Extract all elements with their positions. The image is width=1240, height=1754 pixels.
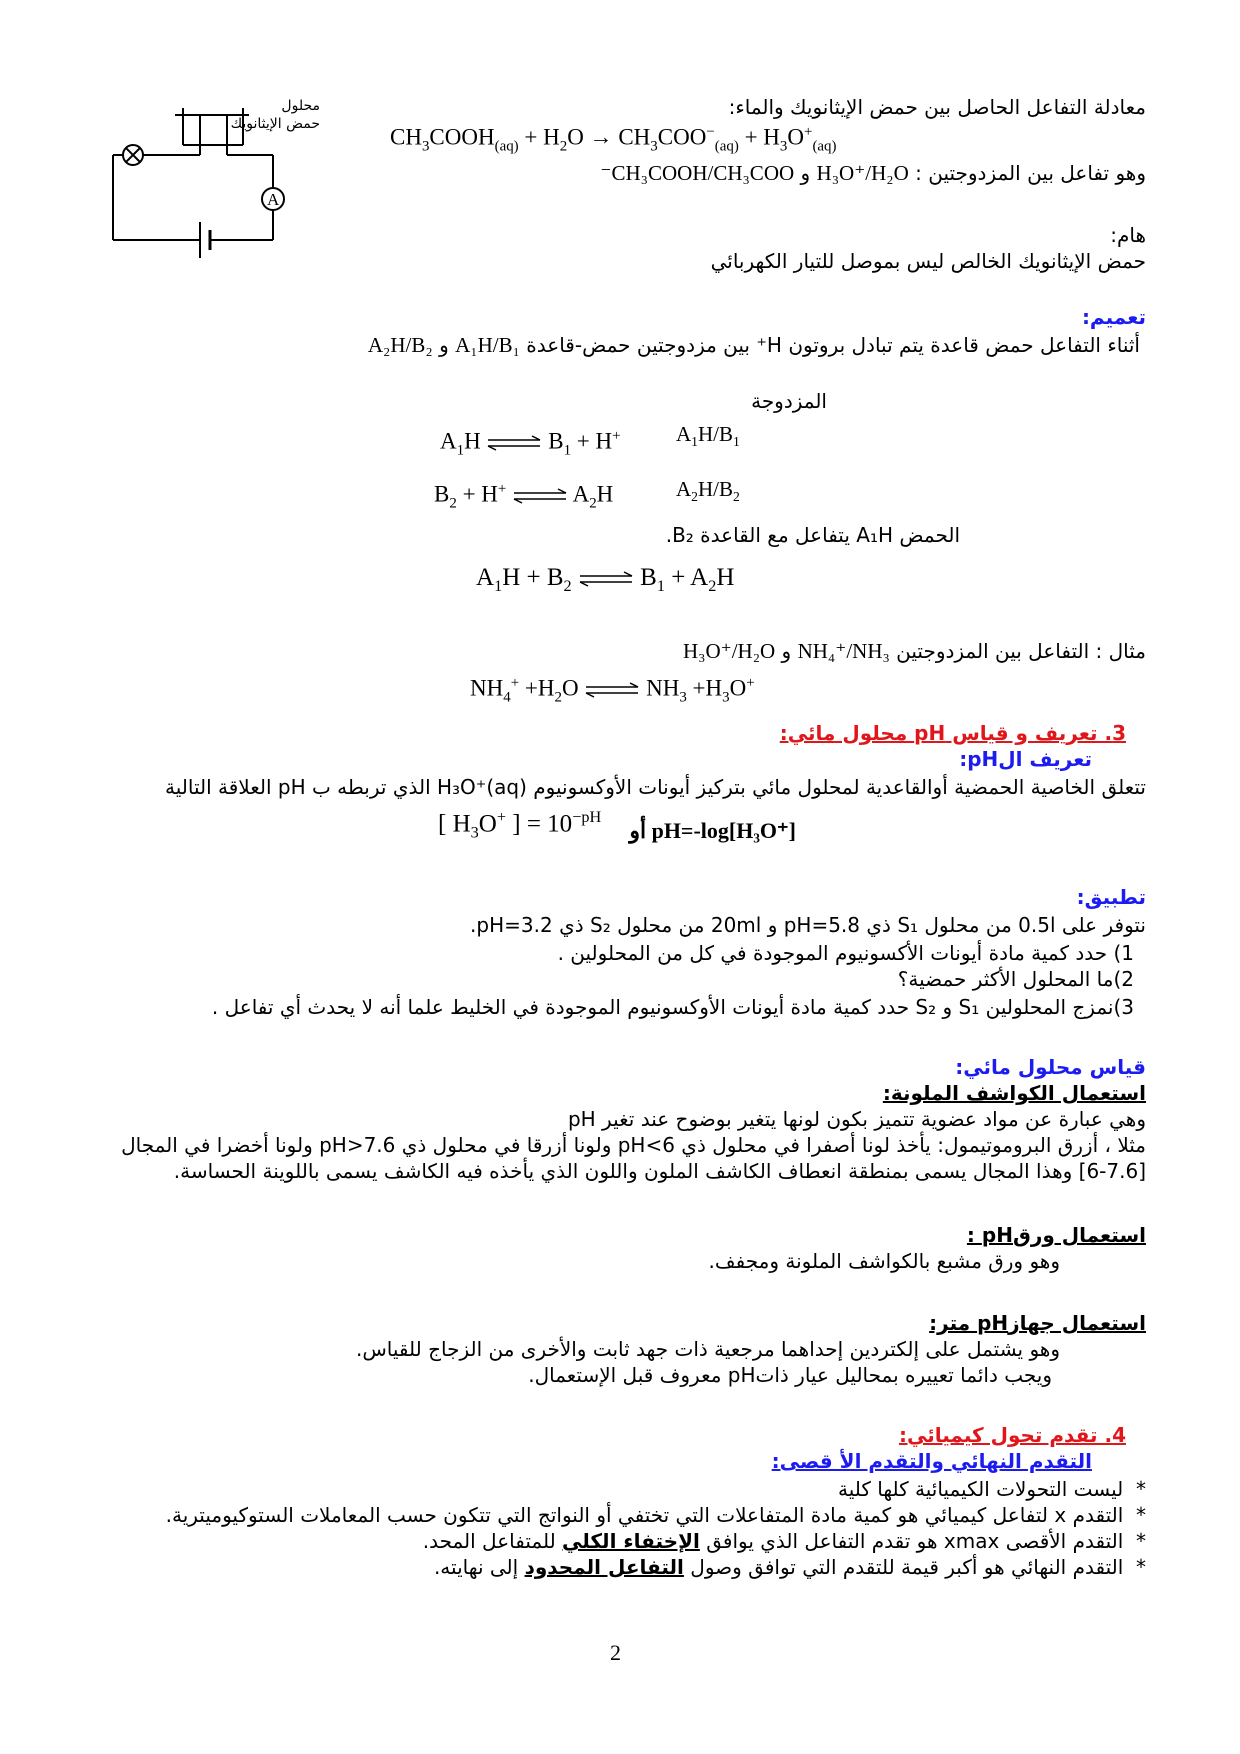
question-1: 1) حدد كمية مادة أيونات الأكسونيوم الموجودة في كل من المحلولين . (557, 941, 1134, 965)
equilibrium-arrow-icon (578, 571, 634, 587)
example-equation: $NH_4^+ +H_2O$ $NH_3 +H_3O^+$ (470, 675, 755, 706)
example-pair-1: NH₄⁺/NH₃ (797, 639, 890, 663)
bullet-mark: * (1136, 1555, 1146, 1579)
indicators-line-3: [6-7.6] وهذا المجال يسمى بمنطقة انعطاف الكاشف الملون واللون الذي يأخذه فيه الكاشف يسمى باللوينة الحساسة. (173, 1159, 1146, 1183)
question-3: 3)نمزج المحلولين S₁ و S₂ حدد كمية مادة أيونات الأوكسونيوم الموجودة في الخليط علما أنه لا يحدث أي تفاعل . (211, 995, 1134, 1019)
section3-title-text: تعريف و قياس pH محلول مائي: (779, 721, 1098, 745)
application-title: تطبيق: (1076, 885, 1146, 909)
example-text: مثال : التفاعل بين المزدوجتين (896, 639, 1146, 663)
bullet-mark: * (1136, 1529, 1146, 1553)
section3-number: 3. (1104, 721, 1126, 745)
section4-title-text: تقدم تحول كيميائي: (899, 1423, 1098, 1447)
note-title: هام: (1110, 223, 1146, 247)
generalization-text: أثناء التفاعل حمض قاعدة يتم تبادل بروتون H⁺ بين مزدوجتين حمض-قاعدة (526, 333, 1140, 357)
circuit-label-line1: محلول (281, 98, 320, 114)
global-equation: $A_1H + B_2$ $B_1 + A_2H$ (476, 564, 735, 595)
couple-b: H₃O⁺/H₂O (816, 161, 909, 185)
bullet-2 (166, 1502, 1146, 1528)
ph-def-title: تعريف الpH: (959, 747, 1092, 771)
ph-formula-alt (629, 818, 796, 844)
couples-text: وهو تفاعل بين المزدوجتين : (915, 161, 1146, 185)
example-pair-2: H₃O⁺/H₂O (682, 639, 776, 663)
indicators-title: استعمال الكواشف الملونة: (882, 1081, 1146, 1105)
question-2: 2)ما المحلول الأكثر حمضية؟ (897, 967, 1134, 991)
ph-meter-title: استعمال جهازpH متر: (929, 1311, 1146, 1335)
reaction-intro: معادلة التفاعل الحاصل بين حمض الإيثانويك والماء: (728, 95, 1146, 119)
couples-and: و (800, 161, 811, 185)
circuit-label (231, 97, 320, 133)
ph-paper-text: وهو ورق مشبع بالكواشف الملونة ومجفف. (708, 1249, 1060, 1273)
bullet-mark: * (1136, 1503, 1146, 1527)
circuit-label-line2: حمض الإيثانويك (230, 116, 320, 132)
bullet-4-pre: التقدم النهائي هو أكبر قيمة للتقدم التي توافق وصول (690, 1555, 1124, 1579)
section4-number: 4. (1104, 1423, 1126, 1447)
reaction-equation: $CH_3COOH_{(aq)} + H_2O \to CH_3COO^-_{(aq)} + H_3O^+_{(aq)}$ (390, 124, 837, 155)
couple-label-2: $A_2H/B_2$ (676, 477, 740, 505)
section4-subtitle: التقدم النهائي والتقدم الأ قصى: (771, 1449, 1092, 1473)
equilibrium-arrow-icon (584, 682, 640, 698)
ph-paper-title: استعمال ورقpH : (966, 1223, 1146, 1247)
pair-2: A₂H/B₂ (367, 333, 433, 357)
formula-or: أو (629, 818, 647, 843)
ph-meter-line-2: ويجب دائما تعييره بمحاليل عيار ذاتpH معروف قبل الإستعمال. (528, 1363, 1052, 1387)
page-number: 2 (610, 1640, 621, 1665)
ph-def-text: تتعلق الخاصية الحمضية أوالقاعدية لمحلول مائي بتركيز أيونات الأوكسونيوم H₃O⁺(aq) الذي تربطه ب pH العلاقة التالية (165, 775, 1146, 799)
acid-base-line: الحمض A₁H يتفاعل مع القاعدة B₂. (665, 523, 960, 547)
ph-meter-line-1: وهو يشتمل على إلكتردين إحداهما مرجعية ذات جهد ثابت والأخرى من الزجاج للقياس. (356, 1337, 1060, 1361)
formula-alt-text: pH=-log[H₃O⁺] (651, 818, 796, 843)
bullet-1-text: ليست التحولات الكيميائية كلها كلية (837, 1477, 1124, 1501)
indicators-line-2: مثلا ، أزرق البروموتيمول: يأخذ لونا أصفرا في محلول ذي pH<6 ولونا أزرقا في محلول ذي pH>7.6 ولونا أخضرا في المجال (121, 1133, 1146, 1157)
bullet-4-post: إلى نهايته. (433, 1555, 519, 1579)
bullet-4-emphasis: التفاعل المحدود (524, 1555, 684, 1579)
ph-formula: [ $H_3O^+$ ] = $10^{-pH}$ (438, 808, 602, 842)
indicators-line-1: وهي عبارة عن مواد عضوية تتميز بكون لونها يتغير بوضوح عند تغير pH (567, 1107, 1146, 1131)
couple-header: المزدوجة (751, 389, 827, 413)
bullet-mark: * (1136, 1477, 1146, 1501)
bullet-3-emphasis: الإختفاء الكلي (562, 1529, 700, 1553)
pair-1: A₁H/B₁ (455, 333, 520, 357)
example-line: مثال : التفاعل بين المزدوجتين NH₄⁺/NH₃ و H₃O⁺/H₂O (682, 639, 1146, 663)
generalization-title: تعميم: (1081, 305, 1146, 329)
section3-title (780, 720, 1126, 746)
bullet-3-post: للمتفاعل المحد. (422, 1529, 556, 1553)
equilibrium-2: $B_2 + H^+$ $A_2H$ (434, 481, 614, 512)
svg-text:A: A (267, 190, 280, 209)
generalization-line: أثناء التفاعل حمض قاعدة يتم تبادل بروتون H⁺ بين مزدوجتين حمض-قاعدة A₁H/B₁ و A₂H/B₂ (367, 333, 1140, 357)
bullet-2-text: التقدم x لتفاعل كيميائي هو كمية مادة المتفاعلات التي تختفي أو النواتج التي تتكون حسب المعاملات الستوكيوميترية. (165, 1503, 1124, 1527)
bullet-3 (423, 1528, 1146, 1554)
application-text: نتوفر على 0.5l من محلول S₁ ذي pH=5.8 و 20ml من محلول S₂ ذي pH=3.2. (470, 913, 1146, 937)
equilibrium-arrow-icon (486, 435, 542, 451)
couple-a: CH₃COOH/CH₃COO⁻ (600, 161, 795, 185)
couples-line (600, 160, 1146, 186)
bullet-3-pre: التقدم الأقصى xmax هو تقدم التفاعل الذي يوافق (706, 1529, 1124, 1553)
bullet-4 (434, 1554, 1146, 1580)
couple-label-1: $A_1H/B_1$ (676, 422, 740, 450)
equilibrium-arrow-icon (512, 488, 568, 504)
section4-title (899, 1422, 1126, 1448)
equilibrium-1: $A_1H$ $B_1 + H^+$ (440, 428, 621, 459)
note-text: حمض الإيثانويك الخالص ليس بموصل للتيار الكهربائي (710, 249, 1146, 273)
measure-title: قياس محلول مائي: (955, 1055, 1146, 1079)
bullet-1 (838, 1476, 1146, 1502)
